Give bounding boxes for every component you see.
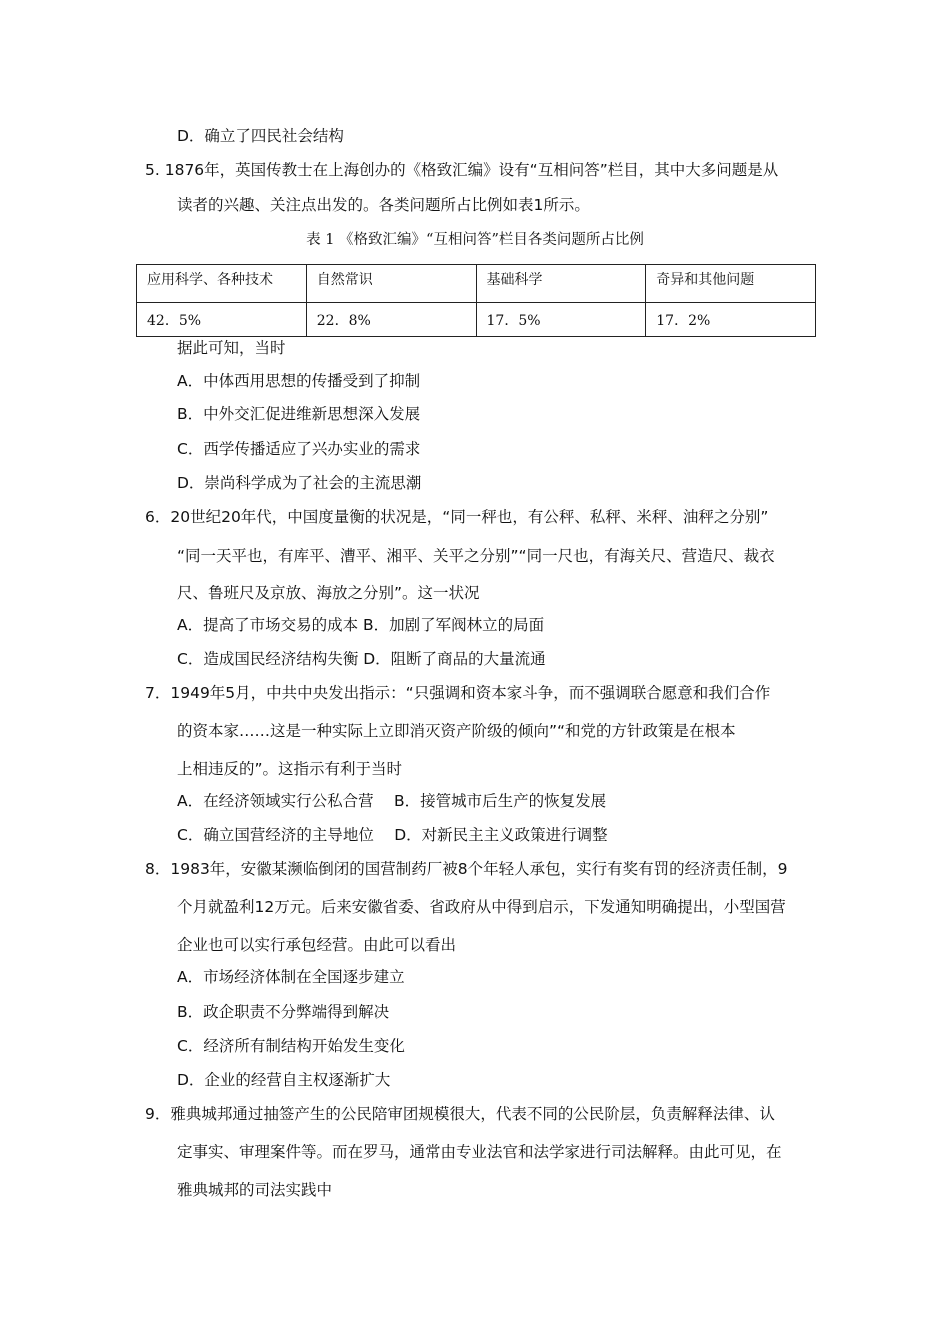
q8-option-d: D．企业的经营自主权逐渐扩大	[177, 1071, 391, 1089]
q5-ratio-table	[136, 264, 816, 337]
table-header-applied-science: 应用科学、各种技术	[137, 265, 307, 303]
table-header-basic-science: 基础科学	[476, 265, 646, 303]
q6-stem-line-1: 6．20世纪20年代，中国度量衡的状况是，“同一秤也，有公秤、私秤、米秤、油秤之分别”	[145, 508, 769, 526]
q8-stem-line-1: 8．1983年，安徽某濒临倒闭的国营制药厂被8个年轻人承包，实行有奖有罚的经济责任制，9	[145, 860, 788, 878]
table-value-applied-science: 42．5%	[137, 303, 307, 337]
q6-options-ab: A．提高了市场交易的成本 B．加剧了军阀林立的局面	[177, 616, 545, 634]
q5-option-c: C．西学传播适应了兴办实业的需求	[177, 440, 421, 458]
q6-stem-line-3: 尺、鲁班尺及京放、海放之分别”。这一状况	[177, 584, 480, 602]
q8-stem-line-3: 企业也可以实行承包经营。由此可以看出	[177, 936, 457, 954]
q4-option-d: D．确立了四民社会结构	[177, 127, 344, 145]
table-header-other: 奇异和其他问题	[646, 265, 816, 303]
q5-stem-line-1: 5. 1876年，英国传教士在上海创办的《格致汇编》设有“互相问答”栏目，其中大多问题是从	[145, 161, 779, 179]
q9-stem-line-2: 定事实、审理案件等。而在罗马，通常由专业法官和法学家进行司法解释。由此可见，在	[177, 1143, 782, 1161]
table-value-basic-science: 17．5%	[476, 303, 646, 337]
q9-stem-line-1: 9．雅典城邦通过抽签产生的公民陪审团规模很大，代表不同的公民阶层，负责解释法律、认	[145, 1105, 775, 1123]
table-header-row	[137, 265, 816, 303]
q7-stem-line-3: 上相违反的”。这指示有利于当时	[177, 760, 403, 778]
q7-options-cd: C．确立国营经济的主导地位 D．对新民主主义政策进行调整	[177, 826, 608, 844]
table-header-natural-knowledge: 自然常识	[306, 265, 476, 303]
q5-stem-line-2: 读者的兴趣、关注点出发的。各类问题所占比例如表1所示。	[177, 196, 590, 214]
q8-option-c: C．经济所有制结构开始发生变化	[177, 1037, 405, 1055]
q6-stem-line-2: “同一天平也，有库平、漕平、湘平、关平之分别”“同一尺也，有海关尺、营造尺、裁衣	[177, 547, 775, 565]
table-value-natural-knowledge: 22．8%	[306, 303, 476, 337]
q5-option-d: D．崇尚科学成为了社会的主流思潮	[177, 474, 422, 492]
q5-lead: 据此可知，当时	[177, 339, 286, 357]
q6-options-cd: C．造成国民经济结构失衡 D．阻断了商品的大量流通	[177, 650, 546, 668]
q5-option-a: A．中体西用思想的传播受到了抑制	[177, 372, 421, 390]
q7-options-ab: A．在经济领域实行公私合营 B．接管城市后生产的恢复发展	[177, 792, 607, 810]
table-value-other: 17．2%	[646, 303, 816, 337]
q8-option-b: B．政企职责不分弊端得到解决	[177, 1003, 390, 1021]
q7-stem-line-2: 的资本家……这是一种实际上立即消灭资产阶级的倾向”“和党的方针政策是在根本	[177, 722, 736, 740]
q7-stem-line-1: 7．1949年5月，中共中央发出指示：“只强调和资本家斗争，而不强调联合愿意和我们合作	[145, 684, 771, 702]
q9-stem-line-3: 雅典城邦的司法实践中	[177, 1181, 333, 1199]
table-value-row	[137, 303, 816, 337]
q8-stem-line-2: 个月就盈利12万元。后来安徽省委、省政府从中得到启示，下发通知明确提出，小型国营	[177, 898, 786, 916]
q5-table-caption: 表 1 《格致汇编》“互相问答”栏目各类问题所占比例	[306, 232, 644, 248]
q5-option-b: B．中外交汇促进维新思想深入发展	[177, 405, 421, 423]
q8-option-a: A．市场经济体制在全国逐步建立	[177, 968, 405, 986]
